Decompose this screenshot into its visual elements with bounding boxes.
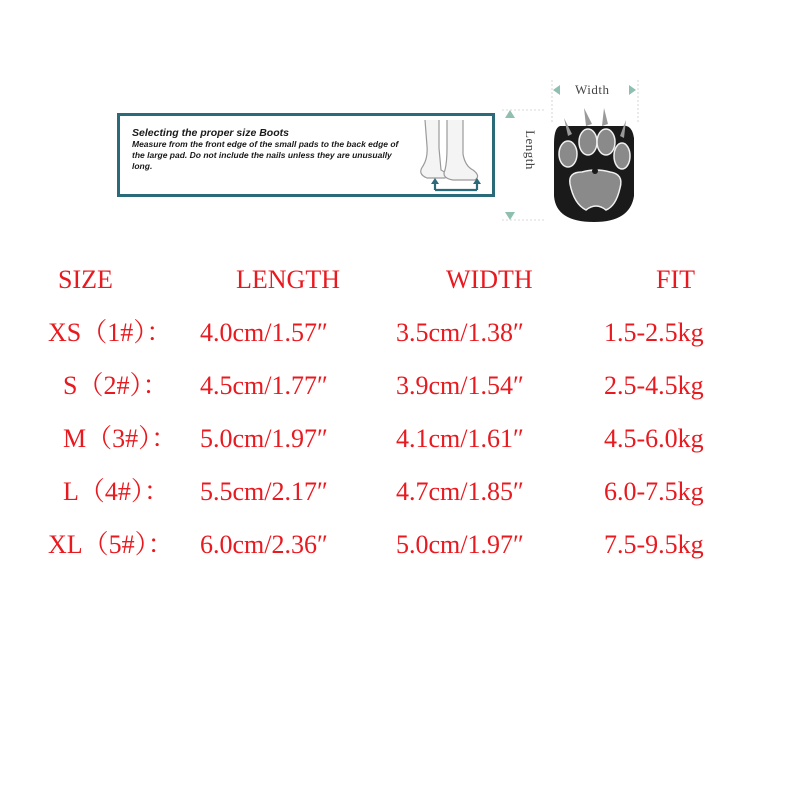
row-l-fit: 6.0-7.5kg	[604, 477, 704, 506]
row-m-width: 4.1cm/1.61″	[396, 424, 524, 453]
row-xs-width: 3.5cm/1.38″	[396, 318, 524, 347]
row-xs-fit: 1.5-2.5kg	[604, 318, 704, 347]
length-label: Length	[523, 130, 538, 170]
row-s-width: 3.9cm/1.54″	[396, 371, 524, 400]
row-xl-fit: 7.5-9.5kg	[604, 530, 704, 559]
guide-title: Selecting the proper size Boots	[132, 127, 289, 139]
header-size: SIZE	[58, 265, 113, 294]
row-l-size: L（4#）：	[63, 477, 170, 506]
header-length: LENGTH	[236, 265, 340, 294]
row-s-length: 4.5cm/1.77″	[200, 371, 328, 400]
row-xl-size: XL（5#）：	[48, 530, 174, 559]
row-m-size: M（3#）：	[63, 424, 178, 453]
row-s-fit: 2.5-4.5kg	[604, 371, 704, 400]
header-fit: FIT	[656, 265, 695, 294]
row-xs-length: 4.0cm/1.57″	[200, 318, 328, 347]
guide-description: Measure from the front edge of the small pads to the back edge of the large pad. Do not include the nails unless they are unusually long.	[132, 139, 399, 171]
header-width: WIDTH	[446, 265, 533, 294]
row-xl-length: 6.0cm/2.36″	[200, 530, 328, 559]
row-m-length: 5.0cm/1.97″	[200, 424, 328, 453]
row-l-width: 4.7cm/1.85″	[396, 477, 524, 506]
row-xs-size: XS（1#）：	[48, 318, 173, 347]
row-l-length: 5.5cm/2.17″	[200, 477, 328, 506]
width-label: Width	[575, 82, 610, 97]
row-xl-width: 5.0cm/1.97″	[396, 530, 524, 559]
row-s-size: S（2#）：	[63, 371, 169, 400]
row-m-fit: 4.5-6.0kg	[604, 424, 704, 453]
